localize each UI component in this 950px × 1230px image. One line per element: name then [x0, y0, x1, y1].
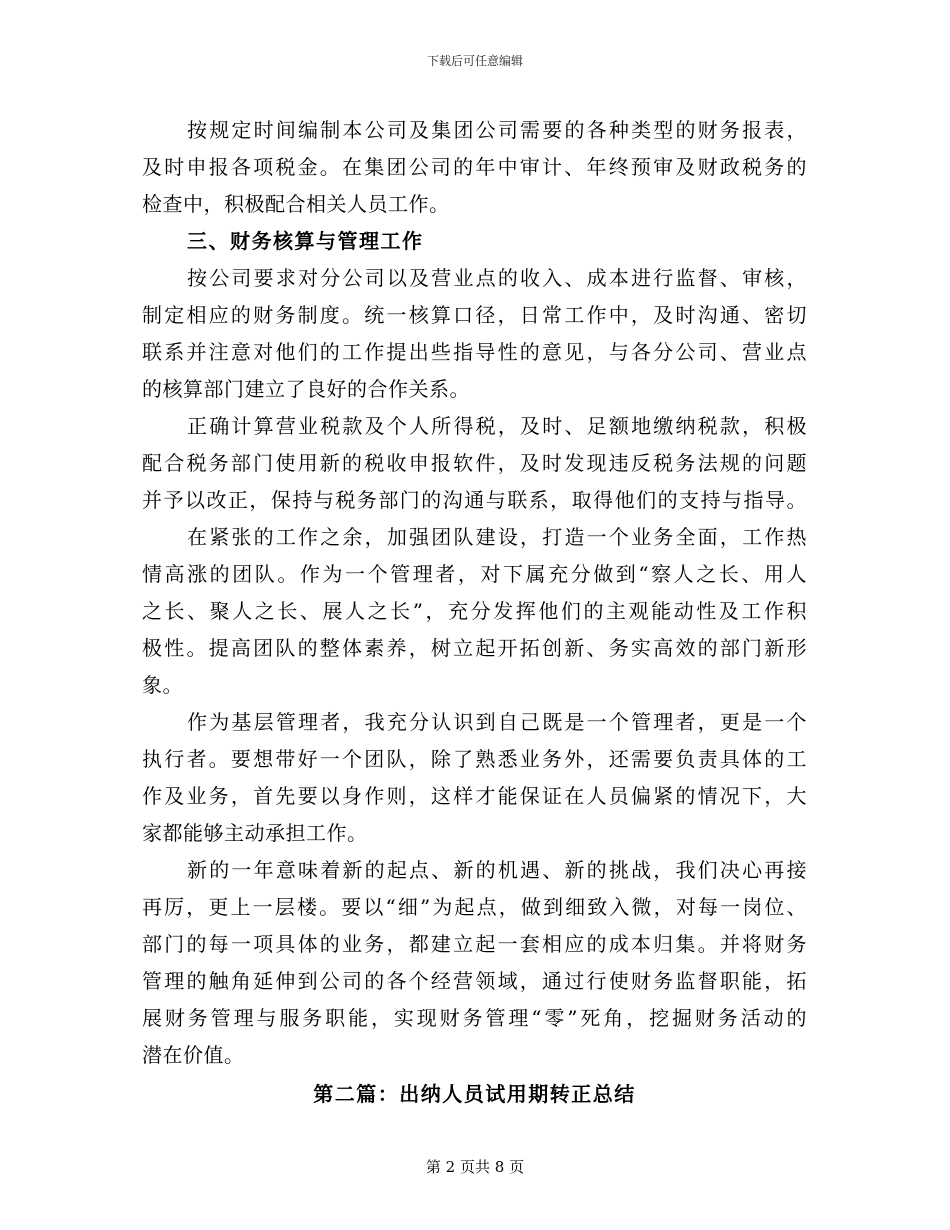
paragraph-first-line: 在紧张的工作之余，加强团队建设，打造一个业务全面，工作热: [187, 525, 807, 549]
paragraph-line: 之长、聚人之长、展人之长”，充分发挥他们的主观能动性及工作积: [142, 599, 807, 623]
paragraph-first-line: 新的一年意味着新的起点、新的机遇、新的挑战，我们决心再接: [187, 858, 807, 882]
paragraph-last-line: 家都能够主动承担工作。: [142, 821, 368, 845]
paragraph-line: 及时申报各项税金。在集团公司的年中审计、年终预审及财政税务的: [142, 155, 807, 179]
page-footer: 第 2 页共 8 页: [425, 1158, 525, 1176]
paragraph-first-line: 按规定时间编制本公司及集团公司需要的各种类型的财务报表，: [187, 118, 807, 142]
document-body: [142, 112, 807, 1115]
paragraph-first-line: 正确计算营业税款及个人所得税，及时、足额地缴纳税款，积极: [187, 414, 807, 438]
paragraph-last-line: 象。: [142, 673, 183, 697]
paragraph-line: 执行者。要想带好一个团队，除了熟悉业务外，还需要负责具体的工: [142, 747, 807, 771]
paragraph-line: 并予以改正，保持与税务部门的沟通与联系，取得他们的支持与指导。: [142, 488, 807, 512]
paragraph-last-line: 检查中，积极配合相关人员工作。: [142, 192, 450, 216]
page-header: 下载后可任意编辑: [426, 54, 523, 68]
paragraph-line: 展财务管理与服务职能，实现财务管理“零”死角，挖掘财务活动的: [142, 1006, 807, 1030]
chapter-title: 第二篇：出纳人员试用期转正总结: [313, 1082, 636, 1106]
paragraph-line: 再厉，更上一层楼。要以“细”为起点，做到细致入微，对每一岗位、: [142, 895, 807, 919]
paragraph-first-line: 作为基层管理者，我充分认识到自己既是一个管理者，更是一个: [187, 710, 807, 734]
paragraph-line: 配合税务部门使用新的税收申报软件，及时发现违反税务法规的问题: [142, 451, 807, 475]
paragraph-line: 管理的触角延伸到公司的各个经营领域，通过行使财务监督职能，拓: [142, 969, 807, 993]
paragraph-last-line: 的核算部门建立了良好的合作关系。: [142, 377, 470, 401]
paragraph-line: 作及业务，首先要以身作则，这样才能保证在人员偏紧的情况下，大: [142, 784, 807, 808]
paragraph-line: 联系并注意对他们的工作提出些指导性的意见，与各分公司、营业点: [142, 340, 807, 364]
paragraph-line: 极性。提高团队的整体素养，树立起开拓创新、务实高效的部门新形: [142, 636, 807, 660]
paragraph-line: 制定相应的财务制度。统一核算口径，日常工作中，及时沟通、密切: [142, 303, 807, 327]
paragraph-first-line: 按公司要求对分公司以及营业点的收入、成本进行监督、审核，: [187, 266, 807, 290]
paragraph-line: 部门的每一项具体的业务，都建立起一套相应的成本归集。并将财务: [142, 932, 807, 956]
paragraph-last-line: 潜在价值。: [142, 1043, 245, 1067]
paragraph-line: 情高涨的团队。作为一个管理者，对下属充分做到“察人之长、用人: [142, 562, 807, 586]
section-heading: 三、财务核算与管理工作: [187, 229, 424, 253]
